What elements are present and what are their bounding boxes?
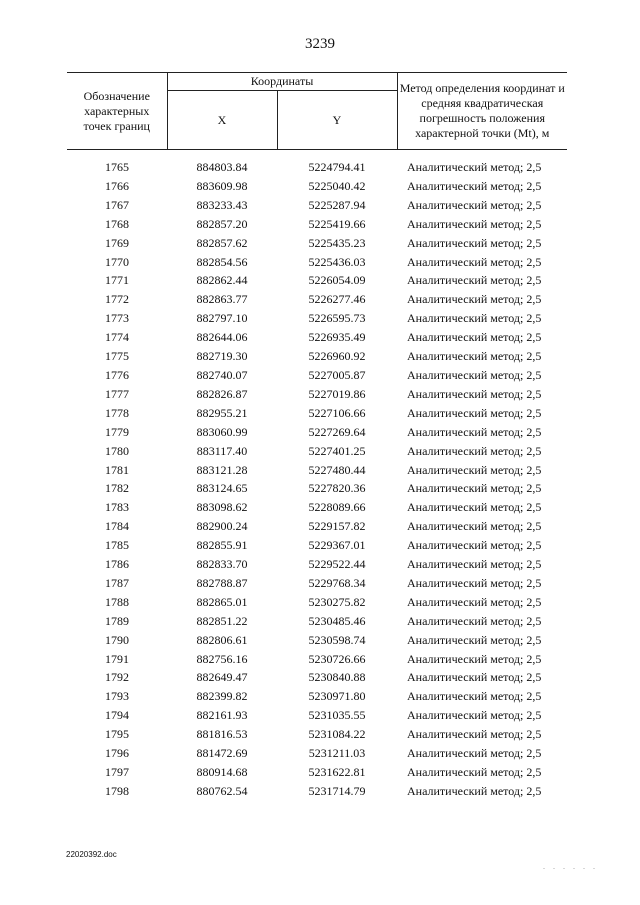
table-row [67,328,567,347]
cell-point: 1787 [105,575,129,590]
cell-y: 5226277.46 [308,292,366,307]
cell-point: 1797 [105,765,129,779]
cell-method: Аналитический метод; 2,5 [407,349,542,364]
table-row [67,461,567,480]
cell-x: 881816.53 [196,727,248,742]
header-coordinates: Координаты [167,73,397,91]
cell-y: 5229367.01 [308,538,366,553]
cell-method: Аналитический метод; 2,5 [407,783,542,798]
cell-x: 883609.98 [196,178,248,193]
cell-point: 1765 [105,160,129,174]
table-row [67,253,567,272]
cell-x: 883098.62 [196,500,248,515]
cell-method: Аналитический метод; 2,5 [407,670,542,685]
cell-y: 5231714.79 [308,783,366,798]
cell-point: 1766 [105,178,129,193]
cell-point: 1782 [105,481,129,496]
cell-y: 5229768.34 [308,575,366,590]
cell-x: 882806.61 [196,632,248,647]
cell-y: 5227019.86 [308,386,366,401]
header-point: Обозначение характерных точек границ [67,73,167,150]
cell-y: 5226960.92 [308,349,366,364]
table-row [67,498,567,517]
cell-x: 882851.22 [196,613,248,628]
cell-point: 1798 [105,783,129,798]
cell-method: Аналитический метод; 2,5 [407,462,542,477]
cell-x: 883117.40 [196,443,248,458]
table-row [67,215,567,234]
cell-method: Аналитический метод; 2,5 [407,273,542,288]
table-row [67,479,567,498]
cell-x: 882857.62 [196,235,248,250]
cell-x: 882756.16 [196,651,248,666]
cell-y: 5230598.74 [308,632,366,647]
table-row [67,763,567,782]
cell-method: Аналитический метод; 2,5 [407,651,542,666]
cell-point: 1773 [105,311,129,326]
footer-doc-code: 22020392.doc [66,850,117,859]
cell-y: 5225040.42 [308,178,366,193]
cell-point: 1785 [105,538,129,553]
coordinates-table [67,72,567,801]
cell-x: 882865.01 [196,594,248,609]
table-row [67,782,567,801]
cell-y: 5227480.44 [308,462,366,477]
cell-y: 5229522.44 [308,557,366,572]
cell-x: 880914.68 [196,765,248,779]
cell-method: Аналитический метод; 2,5 [407,538,542,553]
cell-y: 5227820.36 [308,481,366,496]
cell-method: Аналитический метод; 2,5 [407,765,542,779]
table-row [67,309,567,328]
cell-point: 1769 [105,235,129,250]
cell-y: 5227106.66 [308,405,366,420]
cell-y: 5227269.64 [308,424,366,439]
cell-y: 5225287.94 [308,197,366,212]
table-row [67,385,567,404]
cell-x: 880762.54 [196,783,248,798]
cell-y: 5225435.23 [308,235,366,250]
cell-point: 1793 [105,689,129,704]
cell-method: Аналитический метод; 2,5 [407,424,542,439]
cell-method: Аналитический метод; 2,5 [407,481,542,496]
cell-y: 5229157.82 [308,519,366,534]
table-row [67,668,567,687]
table-row [67,574,567,593]
cell-method: Аналитический метод; 2,5 [407,197,542,212]
cell-x: 883124.65 [196,481,248,496]
table-body [67,150,567,801]
cell-point: 1767 [105,197,129,212]
table-row [67,706,567,725]
coordinates-table-container [67,72,567,801]
cell-point: 1796 [105,746,129,761]
table-row [67,423,567,442]
cell-method: Аналитический метод; 2,5 [407,235,542,250]
table-row [67,744,567,763]
table-row [67,290,567,309]
cell-x: 882863.77 [196,292,248,307]
cell-point: 1771 [105,273,129,288]
table-row [67,593,567,612]
header-y: Y [277,91,397,150]
cell-point: 1786 [105,557,129,572]
cell-method: Аналитический метод; 2,5 [407,689,542,704]
cell-y: 5226054.09 [308,273,366,288]
cell-x: 883060.99 [196,424,248,439]
cell-y: 5231622.81 [308,765,366,779]
cell-y: 5230485.46 [308,613,366,628]
cell-point: 1768 [105,216,129,231]
cell-method: Аналитический метод; 2,5 [407,708,542,723]
table-row [67,177,567,196]
cell-x: 882826.87 [196,386,248,401]
table-row [67,442,567,461]
table-row [67,555,567,574]
cell-method: Аналитический метод; 2,5 [407,727,542,742]
scan-artifact: . . . . . . [543,862,598,871]
cell-x: 882399.82 [196,689,248,704]
cell-y: 5230275.82 [308,594,366,609]
cell-y: 5227005.87 [308,367,366,382]
cell-method: Аналитический метод; 2,5 [407,405,542,420]
table-row [67,150,567,177]
cell-x: 883233.43 [196,197,248,212]
cell-y: 5227401.25 [308,443,366,458]
cell-method: Аналитический метод; 2,5 [407,557,542,572]
cell-x: 882740.07 [196,367,248,382]
header-method: Метод определения координат и средняя квадратическая погрешность положения характерной точки (Mt), м [397,73,567,150]
cell-point: 1784 [105,519,129,534]
cell-point: 1777 [105,386,129,401]
cell-y: 5231035.55 [308,708,366,723]
cell-y: 5230840.88 [308,670,366,685]
cell-y: 5225436.03 [308,254,366,269]
cell-x: 882797.10 [196,311,248,326]
cell-method: Аналитический метод; 2,5 [407,330,542,345]
cell-method: Аналитический метод; 2,5 [407,216,542,231]
table-header [67,73,567,150]
cell-x: 883121.28 [196,462,248,477]
table-row [67,650,567,669]
cell-x: 882788.87 [196,575,248,590]
cell-method: Аналитический метод; 2,5 [407,519,542,534]
cell-y: 5231211.03 [308,746,366,761]
cell-point: 1789 [105,613,129,628]
page-number: 3239 [305,36,335,52]
cell-method: Аналитический метод; 2,5 [407,613,542,628]
cell-method: Аналитический метод; 2,5 [407,254,542,269]
cell-x: 882854.56 [196,254,248,269]
cell-method: Аналитический метод; 2,5 [407,367,542,382]
cell-method: Аналитический метод; 2,5 [407,746,542,761]
cell-point: 1794 [105,708,129,723]
table-row [67,347,567,366]
cell-point: 1781 [105,462,129,477]
cell-method: Аналитический метод; 2,5 [407,575,542,590]
cell-x: 882644.06 [196,330,248,345]
cell-point: 1776 [105,367,129,382]
cell-x: 882862.44 [196,273,248,288]
table-row [67,271,567,290]
cell-point: 1778 [105,405,129,420]
cell-point: 1779 [105,424,129,439]
table-row [67,517,567,536]
cell-point: 1780 [105,443,129,458]
cell-x: 882855.91 [196,538,248,553]
cell-point: 1790 [105,632,129,647]
table-row [67,725,567,744]
table-row [67,234,567,253]
cell-method: Аналитический метод; 2,5 [407,443,542,458]
cell-x: 882833.70 [196,557,248,572]
table-row [67,536,567,555]
table-row [67,612,567,631]
cell-y: 5231084.22 [308,727,366,742]
table-row [67,404,567,423]
table-row [67,631,567,650]
cell-x: 882900.24 [196,519,248,534]
cell-y: 5224794.41 [308,160,366,174]
table-row [67,366,567,385]
cell-point: 1791 [105,651,129,666]
cell-y: 5225419.66 [308,216,366,231]
cell-method: Аналитический метод; 2,5 [407,311,542,326]
cell-point: 1783 [105,500,129,515]
cell-method: Аналитический метод; 2,5 [407,178,542,193]
cell-y: 5226595.73 [308,311,366,326]
header-x: X [167,91,277,150]
cell-x: 882719.30 [196,349,248,364]
cell-method: Аналитический метод; 2,5 [407,594,542,609]
cell-y: 5230726.66 [308,651,366,666]
table-row [67,196,567,215]
cell-x: 884803.84 [196,160,248,174]
cell-x: 882161.93 [196,708,248,723]
cell-point: 1788 [105,594,129,609]
cell-y: 5228089.66 [308,500,366,515]
cell-y: 5226935.49 [308,330,366,345]
cell-point: 1775 [105,349,129,364]
cell-point: 1774 [105,330,129,345]
cell-x: 882649.47 [196,670,248,685]
cell-y: 5230971.80 [308,689,366,704]
cell-method: Аналитический метод; 2,5 [407,292,542,307]
cell-point: 1770 [105,254,129,269]
cell-x: 882857.20 [196,216,248,231]
cell-method: Аналитический метод; 2,5 [407,632,542,647]
cell-point: 1795 [105,727,129,742]
cell-method: Аналитический метод; 2,5 [407,386,542,401]
table-row [67,687,567,706]
cell-point: 1792 [105,670,129,685]
cell-method: Аналитический метод; 2,5 [407,160,542,174]
cell-x: 881472.69 [196,746,248,761]
cell-method: Аналитический метод; 2,5 [407,500,542,515]
cell-point: 1772 [105,292,129,307]
cell-x: 882955.21 [196,405,248,420]
